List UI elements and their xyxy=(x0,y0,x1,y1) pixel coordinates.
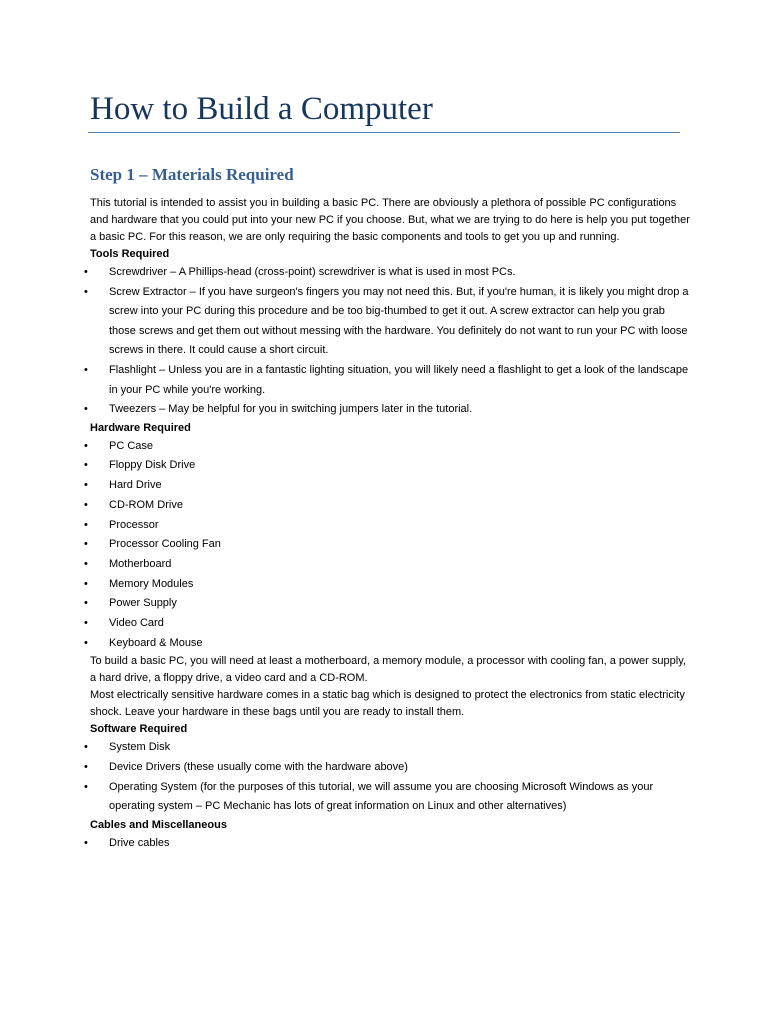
list-item xyxy=(84,634,690,654)
software-heading: Software Required xyxy=(90,723,188,736)
list-item xyxy=(84,575,690,595)
list-item xyxy=(84,834,690,854)
tool-item-text: Flashlight – Unless you are in a fantastic lighting situation, you will likely need a flashlight to get a look of the landscape in your PC while you're working. xyxy=(109,363,689,396)
list-item xyxy=(84,758,690,778)
bullet-icon: • xyxy=(84,741,88,754)
bullet-icon: • xyxy=(84,577,88,590)
hardware-item-text: Power Supply xyxy=(109,597,177,610)
bullet-icon: • xyxy=(84,363,88,376)
list-item xyxy=(84,516,690,536)
list-item xyxy=(84,535,690,555)
bullet-icon: • xyxy=(84,597,88,610)
tool-item-text: Tweezers – May be helpful for you in switching jumpers later in the tutorial. xyxy=(109,403,473,416)
cables-item-text: Drive cables xyxy=(109,836,170,849)
hardware-item-text: Memory Modules xyxy=(109,577,194,590)
list-item xyxy=(84,361,690,400)
list-item xyxy=(84,283,690,361)
bullet-icon: • xyxy=(84,761,88,774)
bullet-icon: • xyxy=(84,285,88,298)
list-item xyxy=(84,496,690,516)
bullet-icon: • xyxy=(84,266,88,278)
tool-item-text: Screw Extractor – If you have surgeon's fingers you may not need this. But, if you're human, it is likely you might drop a screw into your PC during this procedure and be too big-thumbed to get it out. A screw extractor can help you grab those screws and get them out without messing with the hardware. You definitely do not want to run your PC with loose screws in there. It could cause a short circuit. xyxy=(109,285,689,357)
cables-heading: Cables and Miscellaneous xyxy=(90,818,227,831)
list-item xyxy=(84,400,690,420)
hardware-item-text: CD-ROM Drive xyxy=(109,498,183,511)
bullet-icon: • xyxy=(84,538,88,551)
list-item xyxy=(84,594,690,614)
hardware-item-text: Floppy Disk Drive xyxy=(109,459,196,472)
list-item xyxy=(84,738,690,758)
list-item xyxy=(84,778,690,817)
bullet-icon: • xyxy=(84,636,88,649)
hardware-item-text: Processor Cooling Fan xyxy=(109,538,221,551)
bullet-icon: • xyxy=(84,403,88,416)
bullet-icon: • xyxy=(84,836,88,849)
title-underline xyxy=(88,132,680,133)
bullet-icon: • xyxy=(84,498,88,511)
software-item-text: System Disk xyxy=(109,741,171,754)
tools-list xyxy=(84,263,690,420)
step-heading: Step 1 – Materials Required xyxy=(90,165,294,184)
hardware-item-text: PC Case xyxy=(109,439,154,452)
hardware-item-text: Keyboard & Mouse xyxy=(109,636,203,649)
software-item-text: Device Drivers (these usually come with the hardware above) xyxy=(109,761,408,774)
bullet-icon: • xyxy=(84,617,88,630)
list-item xyxy=(84,555,690,575)
document-body xyxy=(84,164,690,853)
tools-heading: Tools Required xyxy=(90,248,170,260)
list-item xyxy=(84,614,690,634)
list-item xyxy=(84,456,690,476)
bullet-icon: • xyxy=(84,780,88,793)
software-list xyxy=(84,738,690,816)
static-bag-paragraph: Most electrically sensitive hardware comes in a static bag which is designed to protect the electronics from static electricity shock. Leave your hardware in these bags until you are ready to install them. xyxy=(90,689,685,719)
cables-list xyxy=(84,834,690,854)
bullet-icon: • xyxy=(84,459,88,472)
hardware-item-text: Processor xyxy=(109,518,159,531)
list-item xyxy=(84,476,690,496)
hardware-item-text: Hard Drive xyxy=(109,479,162,492)
intro-paragraph: This tutorial is intended to assist you in building a basic PC. There are obviously a plethora of possible PC configurations and hardware that you could put into your new PC if you choose. But, what we are trying to do here is help you put together a basic PC. For this reason, we are only requiring the basic components and tools to get you up and running. xyxy=(90,197,690,243)
hardware-item-text: Video Card xyxy=(109,617,164,630)
hardware-heading: Hardware Required xyxy=(90,421,191,434)
hardware-item-text: Motherboard xyxy=(109,557,172,570)
software-item-text: Operating System (for the purposes of this tutorial, we will assume you are choosing Microsoft Windows as your operating system – PC Mechanic has lots of great information on Linux and other alternatives) xyxy=(109,780,654,813)
bullet-icon: • xyxy=(84,557,88,570)
hardware-note-paragraph: To build a basic PC, you will need at least a motherboard, a memory module, a processor with cooling fan, a power supply, a hard drive, a floppy drive, a video card and a CD-ROM. xyxy=(90,655,686,685)
list-item xyxy=(84,437,690,457)
bullet-icon: • xyxy=(84,479,88,492)
list-item xyxy=(84,263,690,283)
document-title: How to Build a Computer xyxy=(90,91,433,127)
hardware-list xyxy=(84,437,690,654)
bullet-icon: • xyxy=(84,518,88,531)
tool-item-text: Screwdriver – A Phillips-head (cross-point) screwdriver is what is used in most PCs. xyxy=(109,266,516,278)
bullet-icon: • xyxy=(84,439,88,452)
